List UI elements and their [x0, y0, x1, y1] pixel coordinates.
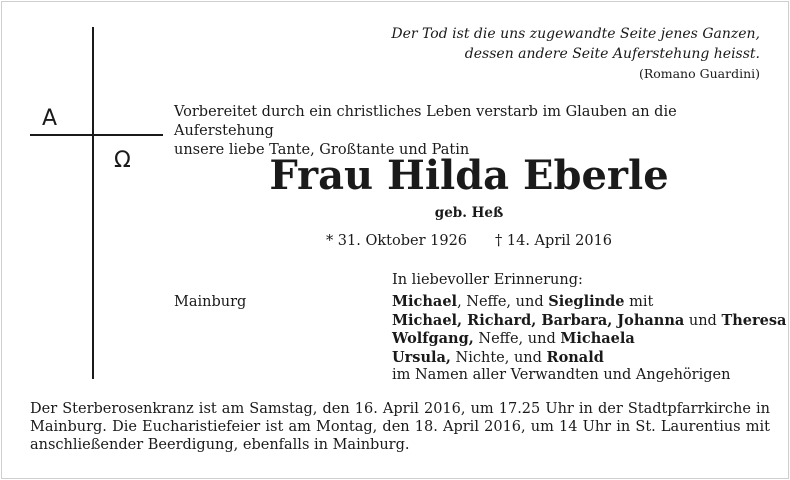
cross-horizontal-bar — [30, 134, 163, 136]
quote — [340, 24, 760, 64]
mourners-line-4 — [392, 349, 782, 368]
mourner-name: Michael, Richard, Barbara, Johanna — [392, 311, 685, 329]
quote-author: (Romano Guardini) — [638, 66, 760, 81]
mourner-name: Ronald — [546, 348, 604, 366]
relation-text: mit — [624, 294, 654, 310]
relation-text: Neffe, und — [473, 331, 561, 347]
mourner-name: Wolfgang, — [392, 330, 474, 347]
mourner-name: Ursula, — [392, 348, 451, 366]
relation-text: , Neffe, und — [457, 294, 549, 310]
mourner-name: Theresa — [721, 311, 787, 329]
mourner-name: Michaela — [560, 330, 635, 347]
mourners-line-3 — [392, 330, 782, 349]
mourners-line-2 — [392, 311, 787, 331]
cross-vertical-bar — [92, 27, 94, 379]
alpha-symbol: A — [42, 106, 58, 131]
memory-label: In liebevoller Erinnerung: — [392, 272, 583, 288]
birth-date: * 31. Oktober 1926 — [325, 233, 468, 249]
life-dates — [174, 233, 764, 249]
quote-line-2: dessen andere Seite Auferstehung heisst. — [464, 46, 760, 62]
intro-line-1: Vorbereitet durch ein christliches Leben verstarb im Glauben an die Auferstehung — [174, 104, 677, 139]
relation-text: und — [684, 312, 722, 329]
quote-line-1: Der Tod ist die uns zugewandte Seite jenes Ganzen, — [391, 26, 760, 42]
mourners-line-5: im Namen aller Verwandten und Angehörigen — [392, 367, 731, 383]
intro-line-2: unsere liebe Tante, Großtante und Patin — [174, 142, 470, 158]
omega-symbol: Ω — [114, 148, 131, 173]
place: Mainburg — [174, 294, 247, 310]
mourner-name: Michael — [392, 293, 458, 310]
funeral-service-info: Der Sterberosenkranz ist am Samstag, den 16. April 2016, um 17.25 Uhr in der Stadtpfarrkirche in Mainburg. Die Eucharistiefeier ist am Montag, den 18. April 2016, um 14 Uhr in St. Laurentius mit anschließender Beerdigung, ebenfalls in Mainburg. — [30, 401, 770, 453]
death-date: † 14. April 2016 — [495, 233, 613, 249]
relation-text: Nichte, und — [450, 349, 547, 366]
birth-name: geb. Heß — [434, 205, 504, 221]
mourners-list — [392, 293, 787, 385]
mourners-line-1 — [392, 293, 782, 312]
mourner-name: Sieglinde — [548, 293, 625, 310]
deceased-name: Frau Hilda Eberle — [269, 152, 669, 199]
